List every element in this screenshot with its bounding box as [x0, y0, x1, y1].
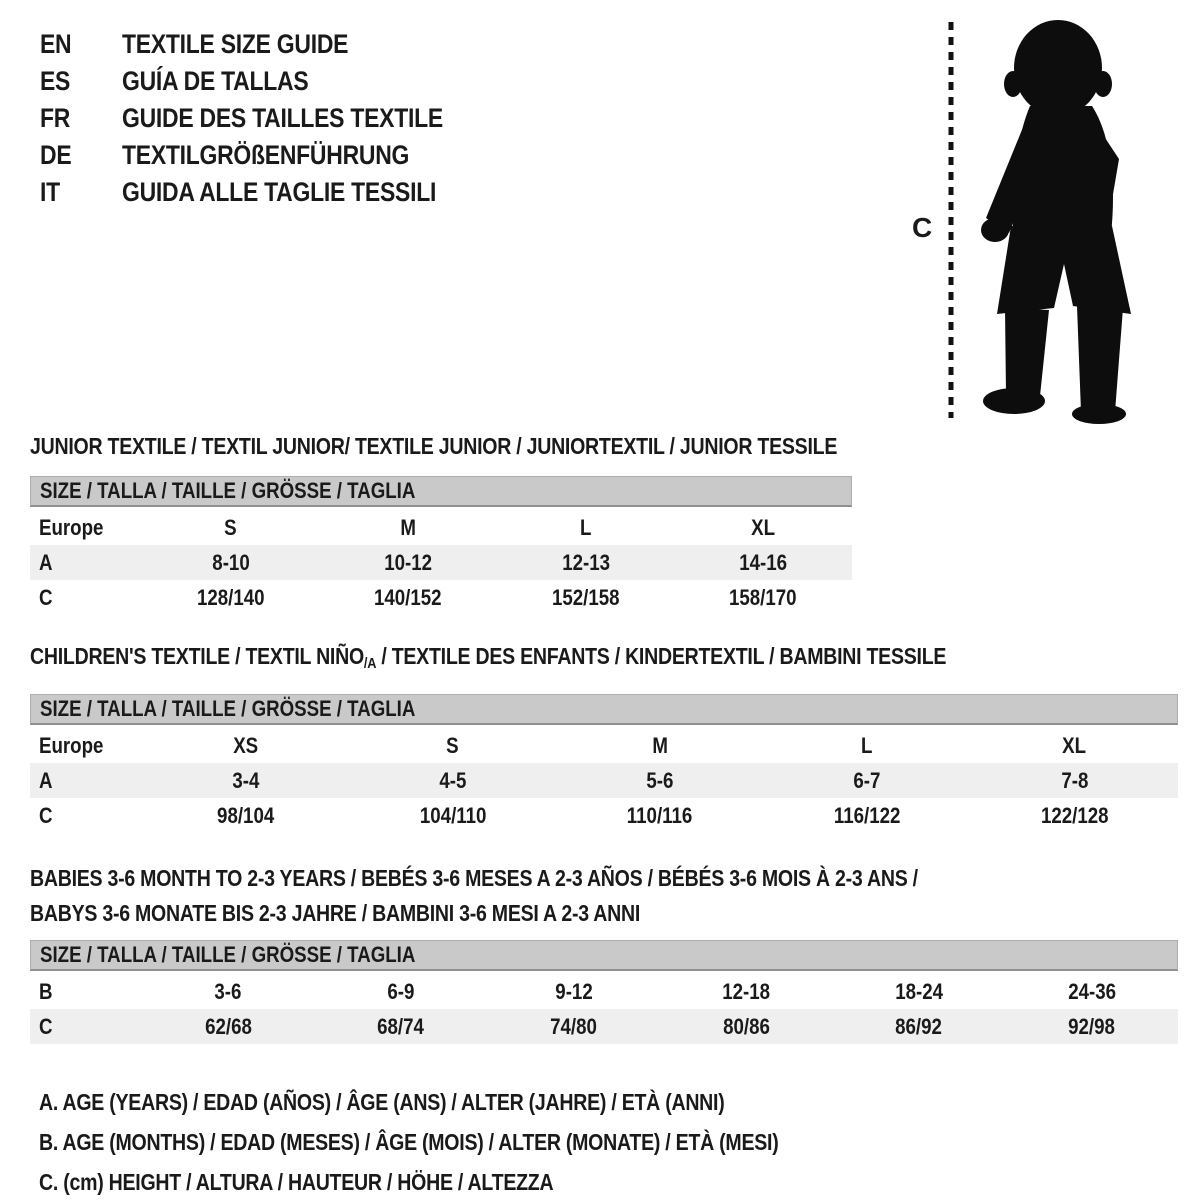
cell-value: 6-9 — [387, 978, 415, 1004]
baby-silhouette-svg — [938, 14, 1153, 426]
cell-value: 18-24 — [895, 978, 943, 1004]
cell-value: 110/116 — [627, 802, 693, 828]
language-label: GUIDE DES TAILLES TEXTILE — [122, 103, 443, 133]
column-header: Europe — [39, 514, 104, 540]
row-label: B — [39, 978, 53, 1004]
section-title — [30, 861, 1178, 931]
section-babies — [30, 861, 1178, 1044]
column-header: XL — [1062, 732, 1087, 758]
table-row-age — [30, 763, 1178, 798]
table-row-height — [30, 1009, 1178, 1044]
babies-title-line1: BABIES 3-6 MONTH TO 2-3 YEARS / BEBÉS 3-6 MESES A 2-3 AÑOS / BÉBÉS 3-6 MOIS À 2-3 ANS / — [30, 865, 918, 891]
row-label: C — [39, 584, 53, 610]
column-header: XS — [233, 732, 259, 758]
height-label: C — [912, 212, 933, 243]
size-header-bar: SIZE / TALLA / TAILLE / GRÖSSE / TAGLIA — [30, 940, 1178, 971]
cell-value: 62/68 — [204, 1013, 252, 1039]
language-code: FR — [40, 103, 71, 133]
section-children — [30, 643, 1178, 833]
babies-title-line2: BABYS 3-6 MONATE BIS 2-3 JAHRE / BAMBINI 3-6 MESI A 2-3 ANNI — [30, 900, 641, 926]
legend-line-a: A. AGE (YEARS) / EDAD (AÑOS) / ÂGE (ANS) / ALTER (JAHRE) / ETÀ (ANNI) — [39, 1089, 725, 1115]
title-subscript: /A — [363, 655, 377, 672]
language-label: TEXTILE SIZE GUIDE — [122, 29, 349, 59]
language-code: ES — [40, 66, 71, 96]
height-figure — [0, 0, 1200, 440]
table-row-age-months — [30, 974, 1178, 1009]
language-label: TEXTILGRÖßENFÜHRUNG — [122, 140, 410, 170]
row-label: C — [39, 802, 53, 828]
size-header-bar: SIZE / TALLA / TAILLE / GRÖSSE / TAGLIA — [30, 694, 1178, 725]
cell-value: 104/110 — [419, 802, 487, 828]
column-header: M — [652, 732, 668, 758]
table-header-row — [30, 510, 852, 545]
size-guide-content — [30, 433, 1178, 1200]
column-header: S — [224, 514, 237, 540]
table-row-height — [30, 580, 852, 615]
language-code: EN — [40, 29, 72, 59]
legend-line-b: B. AGE (MONTHS) / EDAD (MESES) / ÂGE (MOIS) / ALTER (MONATE) / ETÀ (MESI) — [39, 1129, 779, 1155]
section-title: CHILDREN'S TEXTILE / TEXTIL NIÑO/A / TEXTILE DES ENFANTS / KINDERTEXTIL / BAMBINI TESSILE — [30, 643, 947, 672]
cell-value: 6-7 — [853, 767, 881, 793]
cell-value: 8-10 — [212, 549, 250, 575]
cell-value: 12-13 — [561, 549, 610, 575]
cell-value: 152/158 — [551, 584, 620, 610]
column-header: Europe — [39, 732, 104, 758]
cell-value: 116/122 — [833, 802, 901, 828]
column-header: S — [446, 732, 460, 758]
row-label: A — [39, 767, 53, 793]
language-label: GUIDA ALLE TAGLIE TESSILI — [122, 177, 437, 207]
table-header-row — [30, 728, 1178, 763]
children-size-table — [30, 728, 1178, 833]
cell-value: 92/98 — [1068, 1013, 1116, 1039]
row-label: A — [39, 549, 53, 575]
column-header: XL — [751, 514, 776, 540]
table-row-height — [30, 798, 1178, 833]
cell-value: 10-12 — [384, 549, 433, 575]
language-code: IT — [40, 177, 60, 207]
cell-value: 3-6 — [214, 978, 242, 1004]
language-label: GUÍA DE TALLAS — [122, 66, 309, 96]
cell-value: 24-36 — [1067, 978, 1116, 1004]
row-label: C — [39, 1013, 53, 1039]
cell-value: 98/104 — [217, 802, 275, 828]
cell-value: 80/86 — [722, 1013, 770, 1039]
size-header-bar: SIZE / TALLA / TAILLE / GRÖSSE / TAGLIA — [30, 476, 852, 507]
section-title: JUNIOR TEXTILE / TEXTIL JUNIOR/ TEXTILE JUNIOR / JUNIORTEXTIL / JUNIOR TESSILE — [30, 433, 838, 459]
section-junior — [30, 433, 1178, 615]
cell-value: 9-12 — [554, 978, 593, 1004]
legend — [30, 1082, 1178, 1200]
column-header: M — [400, 514, 417, 540]
cell-value: 86/92 — [895, 1013, 943, 1039]
column-header: L — [580, 514, 592, 540]
cell-value: 68/74 — [377, 1013, 425, 1039]
baby-silhouette — [981, 20, 1131, 424]
cell-value: 5-6 — [646, 767, 674, 793]
cell-value: 128/140 — [196, 584, 265, 610]
cell-value: 74/80 — [550, 1013, 598, 1039]
cell-value: 140/152 — [374, 584, 443, 610]
legend-line-c: C. (cm) HEIGHT / ALTURA / HAUTEUR / HÖHE / ALTEZZA — [39, 1169, 554, 1195]
cell-value: 122/128 — [1040, 802, 1109, 828]
cell-value: 4-5 — [439, 767, 467, 793]
cell-value: 7-8 — [1060, 767, 1088, 793]
language-code: DE — [40, 140, 72, 170]
babies-size-table — [30, 974, 1178, 1044]
column-header: L — [861, 732, 873, 758]
cell-value: 12-18 — [722, 978, 771, 1004]
table-row-age — [30, 545, 852, 580]
cell-value: 14-16 — [739, 549, 788, 575]
junior-size-table — [30, 510, 852, 615]
cell-value: 158/170 — [729, 584, 798, 610]
cell-value: 3-4 — [232, 767, 260, 793]
